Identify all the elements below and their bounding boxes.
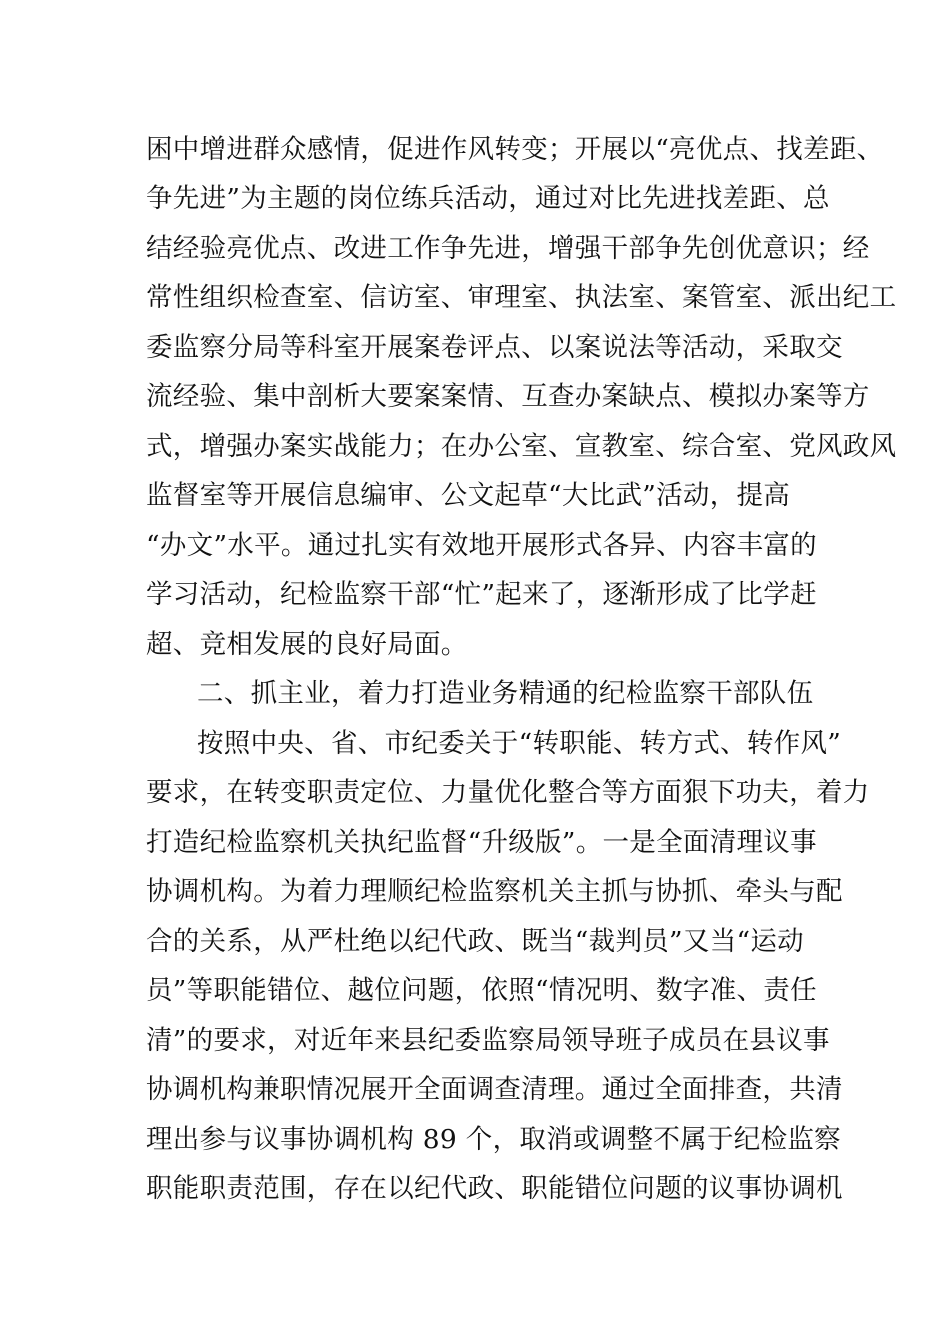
text-line: 按照中央、省、市纪委关于“转职能、转方式、转作风” bbox=[197, 728, 842, 759]
text-line: 流经验、集中剖析大要案案情、互查办案缺点、模拟办案等方 bbox=[146, 381, 870, 412]
text-line: 常性组织检查室、信访室、审理室、执法室、案管室、派出纪工 bbox=[146, 282, 897, 313]
text-line: 结经验亮优点、改进工作争先进，增强干部争先创优意识；经 bbox=[146, 233, 870, 264]
text-line: 协调机构兼职情况展开全面调查清理。通过全面排查，共清 bbox=[146, 1074, 843, 1105]
text-line: 超、竞相发展的良好局面。 bbox=[146, 629, 468, 660]
text-line: 困中增进群众感情，促进作风转变；开展以“亮优点、找差距、 bbox=[146, 134, 884, 165]
text-line: 学习活动，纪检监察干部“忙”起来了，逐渐形成了比学赶 bbox=[146, 579, 817, 610]
text-line: 打造纪检监察机关执纪监督“升级版”。一是全面清理议事 bbox=[146, 827, 817, 858]
text-line: 员”等职能错位、越位问题，依照“情况明、数字准、责任 bbox=[146, 975, 817, 1006]
text-line: 监督室等开展信息编审、公文起草“大比武”活动，提高 bbox=[146, 480, 791, 511]
text-line: “办文”水平。通过扎实有效地开展形式各异、内容丰富的 bbox=[146, 530, 817, 561]
text-line: 协调机构。为着力理顺纪检监察机关主抓与协抓、牵头与配 bbox=[146, 876, 843, 907]
text-line: 合的关系，从严杜绝以纪代政、既当“裁判员”又当“运动 bbox=[146, 926, 804, 957]
text-line: 理出参与议事协调机构 89 个，取消或调整不属于纪检监察 bbox=[146, 1124, 841, 1155]
text-line: 争先进”为主题的岗位练兵活动，通过对比先进找差距、总 bbox=[146, 183, 830, 214]
text-line: 清”的要求，对近年来县纪委监察局领导班子成员在县议事 bbox=[146, 1025, 830, 1056]
section-heading: 二、抓主业，着力打造业务精通的纪检监察干部队伍 bbox=[197, 678, 814, 709]
text-line: 式，增强办案实战能力；在办公室、宣教室、综合室、党风政风 bbox=[146, 431, 897, 462]
text-line: 要求，在转变职责定位、力量优化整合等方面狠下功夫，着力 bbox=[146, 777, 870, 808]
text-line: 委监察分局等科室开展案卷评点、以案说法等活动，采取交 bbox=[146, 332, 843, 363]
text-line: 职能职责范围，存在以纪代政、职能错位问题的议事协调机 bbox=[146, 1173, 843, 1204]
